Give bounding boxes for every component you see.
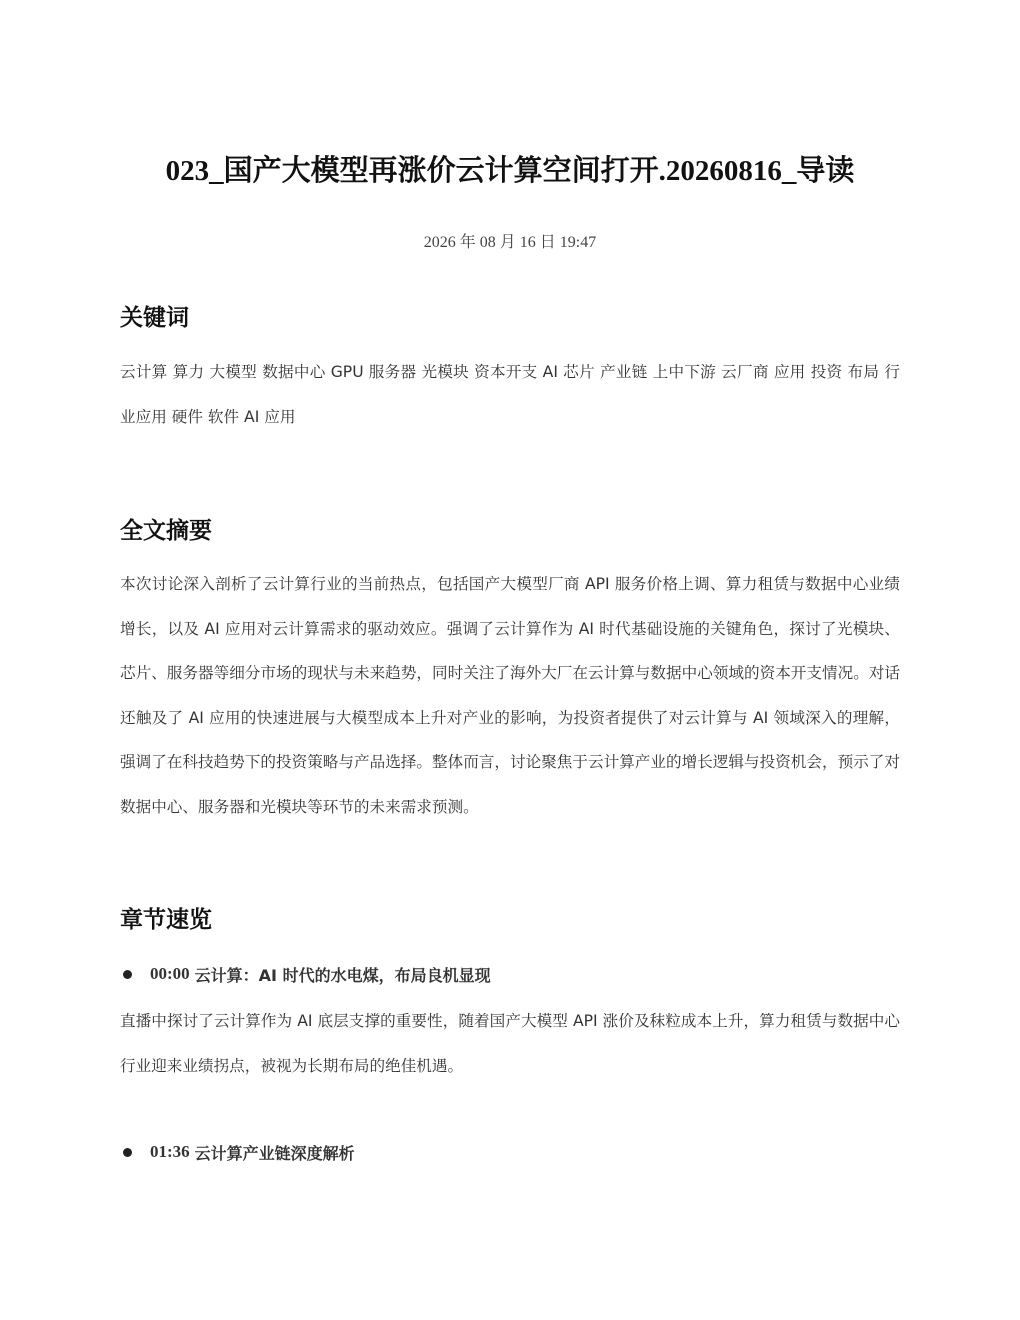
chapters-heading: 章节速览 bbox=[120, 907, 212, 933]
summary-heading: 全文摘要 bbox=[120, 518, 212, 544]
bullet-icon bbox=[123, 1148, 132, 1157]
keywords-text: 云计算 算力 大模型 数据中心 GPU 服务器 光模块 资本开支 AI 芯片 产业链 上中下游 云厂商 应用 投资 布局 行业应用 硬件 软件 AI 应用 bbox=[120, 363, 900, 426]
chapter-title: 云计算：AI 时代的水电煤，布局良机显现 bbox=[194, 965, 491, 985]
chapter-item bbox=[120, 959, 900, 989]
chapter-item bbox=[120, 1137, 900, 1167]
keywords-heading: 关键词 bbox=[120, 305, 189, 331]
bullet-icon bbox=[123, 970, 132, 979]
chapter-time: 01:36 bbox=[150, 1142, 190, 1161]
chapter-title: 云计算产业链深度解析 bbox=[194, 1143, 355, 1163]
chapter-time: 00:00 bbox=[150, 964, 190, 983]
document-date: 2026 年 08 月 16 日 19:47 bbox=[423, 234, 597, 251]
document-title: 023_国产大模型再涨价云计算空间打开.20260816_导读 bbox=[165, 155, 855, 187]
chapter-description: 直播中探讨了云计算作为 AI 底层支撑的重要性，随着国产大模型 API 涨价及秣粒成本上升，算力租赁与数据中心行业迎来业绩拐点，被视为长期布局的绝佳机遇。 bbox=[120, 1012, 900, 1075]
summary-text: 本次讨论深入剖析了云计算行业的当前热点，包括国产大模型厂商 API 服务价格上调、算力租赁与数据中心业绩增长，以及 AI 应用对云计算需求的驱动效应。强调了云计算作为 AI 时代基础设施的关键角色，探讨了光模块、芯片、服务器等细分市场的现状与未来趋势，同时关注了海外大厂在云计算与数据中心领域的资本开支情况。对话还触及了 AI 应用的快速进展与大模型成本上升对产业的影响，为投资者提供了对云计算与 AI 领域深入的理解，强调了在科技趋势下的投资策略与产品选择。整体而言，讨论聚焦于云计算产业的增长逻辑与投资机会，预示了对数据中心、服务器和光模块等环节的未来需求预测。 bbox=[120, 575, 900, 816]
